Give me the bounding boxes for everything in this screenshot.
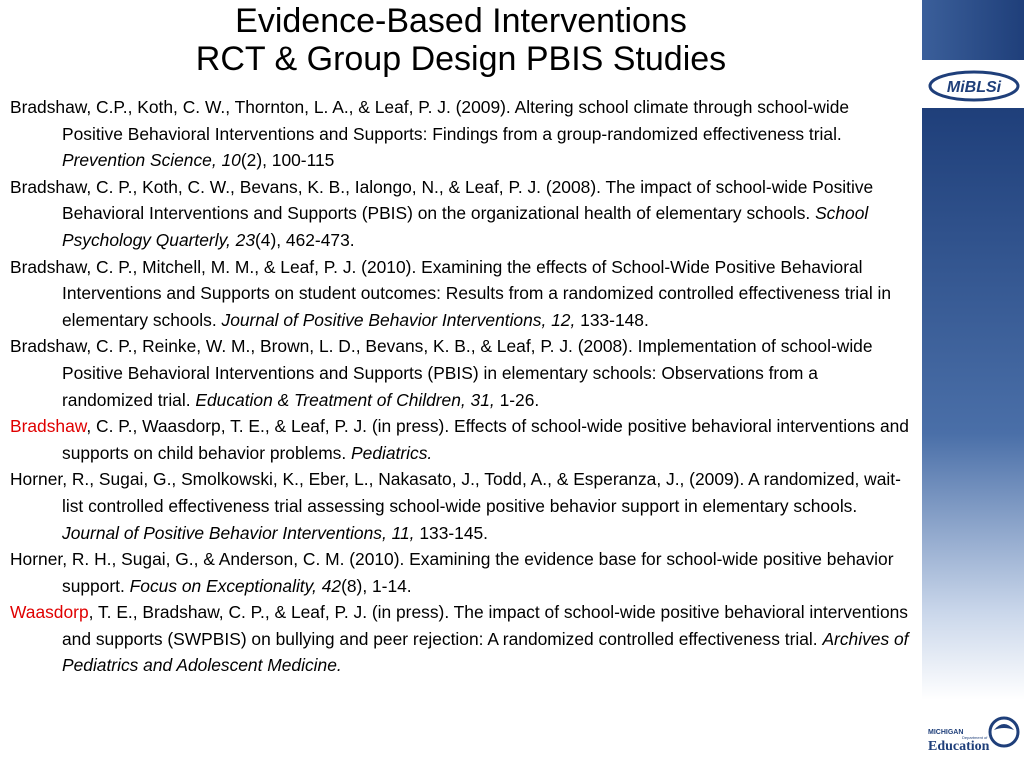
dept-label: Department of xyxy=(962,735,988,740)
reference-tail: 1-26. xyxy=(494,389,540,410)
reference-journal: Education & Treatment of Children, 31, xyxy=(195,389,495,410)
reference-text: , T. E., Bradshaw, C. P., & Leaf, P. J. (in press). The impact of school-wide positive behavioral interventions and supports (SWPBIS) on bullying and peer rejection: A randomized controlled effectiveness trial. xyxy=(62,602,909,649)
reference-text: Horner, R. H., Sugai, G., & Anderson, C. M. (2010). Examining the evidence base for school-wide positive behavior support. xyxy=(10,549,894,596)
reference-journal: Focus on Exceptionality, 42 xyxy=(129,575,342,596)
reference-item xyxy=(10,333,910,413)
reference-text: , C. P., Waasdorp, T. E., & Leaf, P. J. (in press). Effects of school-wide positive behavioral interventions and supports on child behavior problems. xyxy=(62,416,909,463)
reference-journal: Journal of Positive Behavior Interventions, 11, xyxy=(62,522,415,543)
reference-item xyxy=(10,599,910,679)
reference-list xyxy=(10,94,910,679)
title-line-2: RCT & Group Design PBIS Studies xyxy=(195,40,727,78)
slide-title xyxy=(0,2,922,78)
reference-journal: Archives of Pediatrics and Adolescent Medicine. xyxy=(62,628,909,676)
mibls-logo xyxy=(922,60,1024,108)
reference-text: Horner, R., Sugai, G., Smolkowski, K., Eber, L., Nakasato, J., Todd, A., & Esperanza, J., (2009). A randomized, wait-list controlled effectiveness trial assessing school-wide positive behavior support in elementary schools. xyxy=(10,469,901,516)
reference-text: Bradshaw, C. P., Koth, C. W., Bevans, K. B., Ialongo, N., & Leaf, P. J. (2008). The impact of school-wide Positive Behavioral Interventions and Supports (PBIS) on the organizational health of elementary schools. xyxy=(10,176,874,224)
reference-journal: School Psychology Quarterly, 23 xyxy=(62,203,869,250)
mibls-logo-text: MiBLSi xyxy=(946,79,1002,96)
reference-item xyxy=(10,254,910,334)
reference-tail: 133-148. xyxy=(575,309,649,330)
reference-tail: (2), 100-115 xyxy=(240,150,335,171)
reference-tail: 133-145. xyxy=(414,522,489,543)
sidebar-band-top xyxy=(922,0,1024,60)
michigan-label: MICHIGAN xyxy=(928,729,964,736)
reference-highlight: Waasdorp xyxy=(10,602,89,623)
reference-journal: Journal of Positive Behavior Interventions, 12, xyxy=(221,309,576,330)
reference-item xyxy=(10,466,910,546)
reference-text: Bradshaw, C. P., Reinke, W. M., Brown, L. D., Bevans, K. B., & Leaf, P. J. (2008). Implementation of school-wide Positive Behavioral Interventions and Supports (PBIS) in elementary schools: Observations from a randomized trial. xyxy=(10,336,873,410)
decorative-sidebar xyxy=(922,0,1024,768)
reference-journal: Prevention Science, 10 xyxy=(62,150,241,171)
reference-tail: (4), 462-473. xyxy=(255,229,355,250)
reference-journal: Pediatrics. xyxy=(351,442,433,463)
reference-text: Bradshaw, C.P., Koth, C. W., Thornton, L. A., & Leaf, P. J. (2009). Altering school climate through school-wide Positive Behavioral Interventions and Supports: Findings from a group-randomized effectiveness trial. xyxy=(10,97,850,144)
title-line-1: Evidence-Based Interventions xyxy=(235,2,687,40)
reference-item xyxy=(10,546,910,599)
michigan-education-logo-icon xyxy=(922,700,1024,768)
sidebar-band-gradient xyxy=(922,108,1024,700)
reference-text: Bradshaw, C. P., Mitchell, M. M., & Leaf, P. J. (2010). Examining the effects of School-Wide Positive Behavioral Interventions and Supports on student outcomes: Results from a randomized controlled effectiveness trial in elementary schools. xyxy=(10,256,892,330)
mibls-logo-icon xyxy=(922,60,1024,108)
reference-tail: (8), 1-14. xyxy=(341,575,412,596)
michigan-education-logo xyxy=(922,700,1024,768)
reference-item xyxy=(10,174,910,254)
reference-item xyxy=(10,413,910,466)
reference-highlight: Bradshaw xyxy=(10,416,87,437)
reference-item xyxy=(10,94,910,174)
education-label: Education xyxy=(928,739,990,754)
